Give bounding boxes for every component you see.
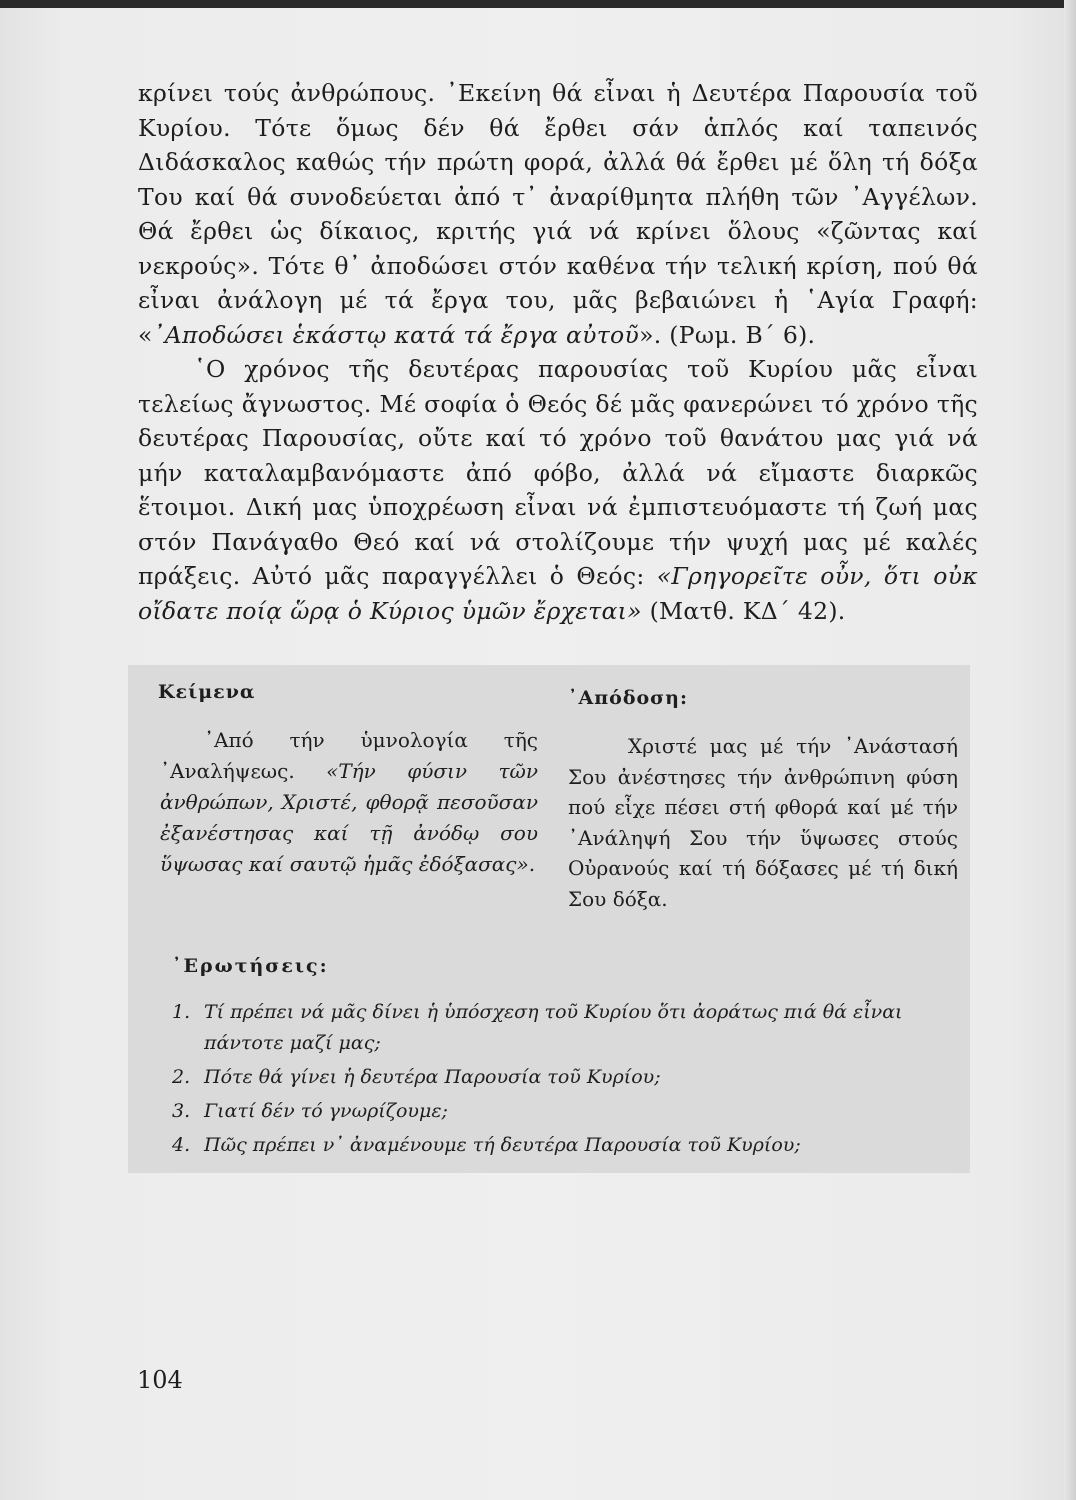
texts-heading: Κείμενα bbox=[158, 681, 256, 703]
rendering-heading: ᾿Απόδοση: bbox=[568, 687, 689, 709]
hymn-source: ᾿Από τήν ὑμνολογία τῆς ᾿Αναλήψεως. «Τήν φύσιν τῶν ἀνθρώπων, Χριστέ, φθορᾷ πεσοῦσαν ἐξανέστησας καί τῇ ἀνόδῳ σου ὕψωσας καί σαυτῷ ἡμᾶς ἐδόξασας». bbox=[160, 728, 539, 876]
questions-list bbox=[158, 997, 958, 1161]
texts-column bbox=[158, 681, 538, 880]
paragraph-judgment: κρίνει τούς ἀνθρώπους. ᾿Εκείνη θά εἶναι ἡ Δευτέρα Παρουσία τοῦ Κυρίου. Τότε ὅμως δέν θά ἔρθει σάν ἁπλός καί ταπεινός Διδάσκαλος καθώς τήν πρώτη φορά, ἀλλά θά ἔρθει μέ ὅλη τή δόξα Του καί θά συνοδεύεται ἀπό τ᾿ ἀναρίθμητα πλήθη τῶν ᾿Αγγέλων. Θά ἔρθει ὡς δίκαιος, κριτής γιά νά κρίνει ὅλους «ζῶντας καί νεκρούς». Τότε θ᾿ ἀποδώσει στόν καθένα τήν τελική κρίση, πού θά εἶναι ἀνάλογη μέ τά ἔργα του, μᾶς βεβαιώνει ἡ ῾Αγία Γραφή: «᾿Αποδώσει ἑκάστῳ κατά τά ἔργα αὐτοῦ». (Ρωμ. Β΄ 6). bbox=[138, 79, 978, 349]
paragraph-time-unknown: ῾Ο χρόνος τῆς δευτέρας παρουσίας τοῦ Κυρίου μᾶς εἶναι τελείως ἄγνωστος. Μέ σοφία ὁ Θεός δέ μᾶς φανερώνει τό χρόνο τῆς δευτέρας Παρουσίας, οὔτε καί τό χρόνο τοῦ θανάτου μας γιά νά μήν καταλαμβανόμαστε ἀπό φόβο, ἀλλά νά εἴμαστε διαρκῶς ἕτοιμοι. Δική μας ὑποχρέωση εἶναι νά ἐμπιστευόμαστε τή ζωή μας στόν Πανάγαθο Θεό καί νά στολίζουμε τήν ψυχή μας μέ καλές πράξεις. Αὐτό μᾶς παραγγέλλει ὁ Θεός: «Γρηγορεῖτε οὖν, ὅτι οὐκ οἴδατε ποίᾳ ὥρᾳ ὁ Κύριος ὑμῶν ἔρχεται» (Ματθ. ΚΔ΄ 42). bbox=[138, 355, 979, 625]
question-item: 4. Πῶς πρέπει ν᾿ ἀναμένουμε τή δευτέρα Παρουσία τοῦ Κυρίου; bbox=[172, 1134, 801, 1156]
scan-edge-top bbox=[0, 0, 1076, 8]
texts-and-questions-box bbox=[128, 665, 970, 1173]
question-item: 1. Τί πρέπει νά μᾶς δίνει ἡ ὑπόσχεση τοῦ Κυρίου ὅτι ἀοράτως πιά θά εἶναι πάντοτε μαζί μας; bbox=[172, 1001, 903, 1054]
question-item: 2. Πότε θά γίνει ἡ δευτέρα Παρουσία τοῦ Κυρίου; bbox=[172, 1066, 661, 1088]
questions-heading: ᾿Ερωτήσεις: bbox=[172, 955, 329, 977]
page-number: 104 bbox=[137, 1366, 183, 1394]
scan-edge-right bbox=[1064, 0, 1076, 1500]
question-item: 3. Γιατί δέν τό γνωρίζουμε; bbox=[172, 1100, 448, 1122]
questions-section bbox=[158, 955, 958, 1164]
main-text bbox=[138, 76, 978, 628]
hymn-text: «Τήν φύσιν τῶν ἀνθρώπων, Χριστέ, φθορᾷ πεσοῦσαν ἐξανέστησας καί τῇ ἀνόδῳ σου ὕψωσας καί σαυτῷ ἡμᾶς ἐδόξασας». bbox=[160, 759, 539, 876]
rendering-text: Χριστέ μας μέ τήν ᾿Ανάστασή Σου ἀνέστησες τήν ἀνθρώπινη φύση πού εἶχε πέσει στή φθορά καί μέ τήν ᾿Ανάληψή Σου τήν ὕψωσες στούς Οὐρανούς καί τή δόξασες μέ τή δική Σου δόξα. bbox=[568, 734, 958, 911]
rendering-column bbox=[568, 681, 958, 914]
matthew-quote: «Γρηγορεῖτε οὖν, ὅτι οὐκ οἴδατε ποίᾳ ὥρᾳ ὁ Κύριος ὑμῶν ἔρχεται» bbox=[138, 562, 979, 625]
romans-quote: ᾿Αποδώσει ἑκάστῳ κατά τά ἔργα αὐτοῦ bbox=[152, 320, 640, 349]
